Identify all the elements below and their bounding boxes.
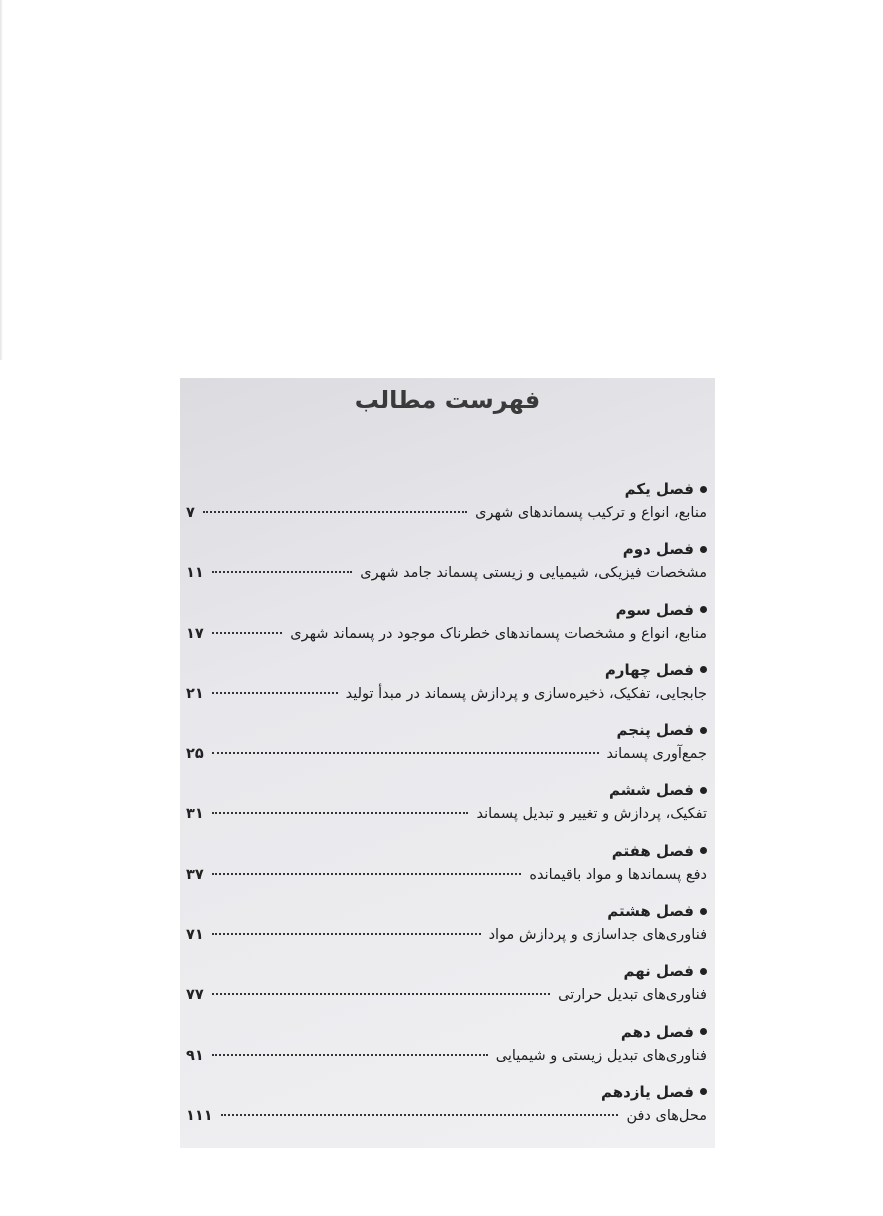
- chapter-heading: [609, 781, 707, 799]
- toc-chapter: [180, 835, 715, 895]
- page-edge-shadow: [0, 0, 3, 360]
- entry-title: جمع‌آوری پسماند: [606, 746, 707, 763]
- entry-title: فناوری‌های تبدیل حرارتی: [558, 987, 707, 1004]
- toc-entry: [186, 505, 707, 521]
- page-number: ۹۱: [186, 1047, 204, 1064]
- chapter-heading: [623, 540, 707, 558]
- bullet-icon: [700, 847, 707, 854]
- bullet-icon: [700, 486, 707, 493]
- bullet-icon: [700, 666, 707, 673]
- toc-entry: [186, 1108, 707, 1124]
- toc-chapter: [180, 1076, 715, 1136]
- toc-page: [180, 378, 715, 1148]
- page-number: ۷۷: [186, 987, 204, 1004]
- toc-chapter: [180, 955, 715, 1015]
- chapter-heading-text: فصل یازدهم: [601, 1082, 694, 1101]
- dot-leader: [212, 812, 469, 814]
- table-of-contents: [180, 473, 715, 1136]
- chapter-heading-text: فصل دوم: [622, 540, 694, 559]
- toc-chapter: [180, 594, 715, 654]
- toc-chapter: [180, 895, 715, 955]
- toc-entry: [186, 927, 707, 943]
- page-number: ۷۱: [186, 927, 204, 944]
- entry-title: مشخصات فیزیکی، شیمیایی و زیستی پسماند جامد شهری: [360, 565, 707, 582]
- page-number: ۷: [186, 505, 195, 521]
- entry-title: محل‌های دفن: [626, 1107, 707, 1124]
- page-number: ۳۱: [186, 806, 204, 823]
- toc-entry: [186, 1048, 707, 1064]
- chapter-heading-text: فصل هفتم: [611, 841, 694, 860]
- chapter-heading: [601, 1083, 707, 1101]
- chapter-heading: [612, 842, 707, 860]
- toc-entry: [186, 686, 707, 702]
- dot-leader: [212, 873, 522, 875]
- entry-title: تفکیک، پردازش و تغییر و تبدیل پسماند: [476, 806, 707, 823]
- chapter-heading-text: فصل یکم: [624, 480, 694, 498]
- dot-leader: [203, 511, 467, 513]
- chapter-heading: [621, 1023, 707, 1041]
- dot-leader: [212, 571, 353, 573]
- entry-title: فناوری‌های تبدیل زیستی و شیمیایی: [495, 1047, 707, 1064]
- toc-chapter: [180, 714, 715, 774]
- bullet-icon: [700, 606, 707, 613]
- page-number: ۲۱: [186, 685, 204, 702]
- page-number: ۱۱: [186, 565, 204, 582]
- entry-title: منابع، انواع و ترکیب پسماندهای شهری: [475, 505, 707, 521]
- chapter-heading-text: فصل پنجم: [616, 721, 694, 740]
- page-number: ۲۵: [186, 746, 204, 763]
- bullet-icon: [700, 787, 707, 794]
- chapter-heading: [616, 721, 707, 739]
- entry-title: دفع پسماندها و مواد باقیمانده: [529, 866, 707, 883]
- chapter-heading-text: فصل ششم: [609, 781, 694, 800]
- page-title: فهرست مطالب: [354, 386, 541, 414]
- entry-title: جابجایی، تفکیک، ذخیره‌سازی و پردازش پسماند در مبدأ تولید: [345, 685, 707, 702]
- dot-leader: [212, 933, 481, 935]
- toc-chapter: [180, 1016, 715, 1076]
- toc-entry: [186, 626, 707, 642]
- bullet-icon: [700, 968, 707, 975]
- chapter-heading: [623, 962, 707, 980]
- toc-chapter: [180, 473, 715, 533]
- dot-leader: [212, 1054, 488, 1056]
- page-number: ۳۷: [186, 866, 204, 883]
- dot-leader: [212, 692, 338, 694]
- toc-chapter: [180, 654, 715, 714]
- bullet-icon: [700, 1028, 707, 1035]
- chapter-heading-text: فصل دهم: [620, 1022, 694, 1041]
- toc-entry: [186, 565, 707, 581]
- chapter-heading-text: فصل چهارم: [604, 660, 694, 679]
- bullet-icon: [700, 546, 707, 553]
- chapter-heading-text: فصل هشتم: [607, 902, 694, 921]
- bullet-icon: [700, 908, 707, 915]
- entry-title: منابع، انواع و مشخصات پسماندهای خطرناک موجود در پسماند شهری: [290, 625, 707, 642]
- page-number: ۱۷: [186, 625, 204, 642]
- chapter-heading: [625, 480, 707, 498]
- page-number: ۱۱۱: [186, 1107, 213, 1124]
- dot-leader: [212, 632, 283, 634]
- toc-chapter: [180, 533, 715, 593]
- dot-leader: [212, 993, 550, 995]
- dot-leader: [212, 752, 599, 754]
- chapter-heading-text: فصل نهم: [623, 962, 694, 981]
- chapter-heading: [616, 601, 707, 619]
- bullet-icon: [700, 1088, 707, 1095]
- toc-entry: [186, 987, 707, 1003]
- bullet-icon: [700, 727, 707, 734]
- dot-leader: [221, 1114, 619, 1116]
- toc-entry: [186, 867, 707, 883]
- toc-entry: [186, 806, 707, 822]
- toc-entry: [186, 746, 707, 762]
- chapter-heading: [607, 902, 707, 920]
- chapter-heading: [605, 661, 707, 679]
- entry-title: فناوری‌های جداسازی و پردازش مواد: [488, 927, 707, 944]
- chapter-heading-text: فصل سوم: [615, 600, 694, 619]
- toc-chapter: [180, 774, 715, 834]
